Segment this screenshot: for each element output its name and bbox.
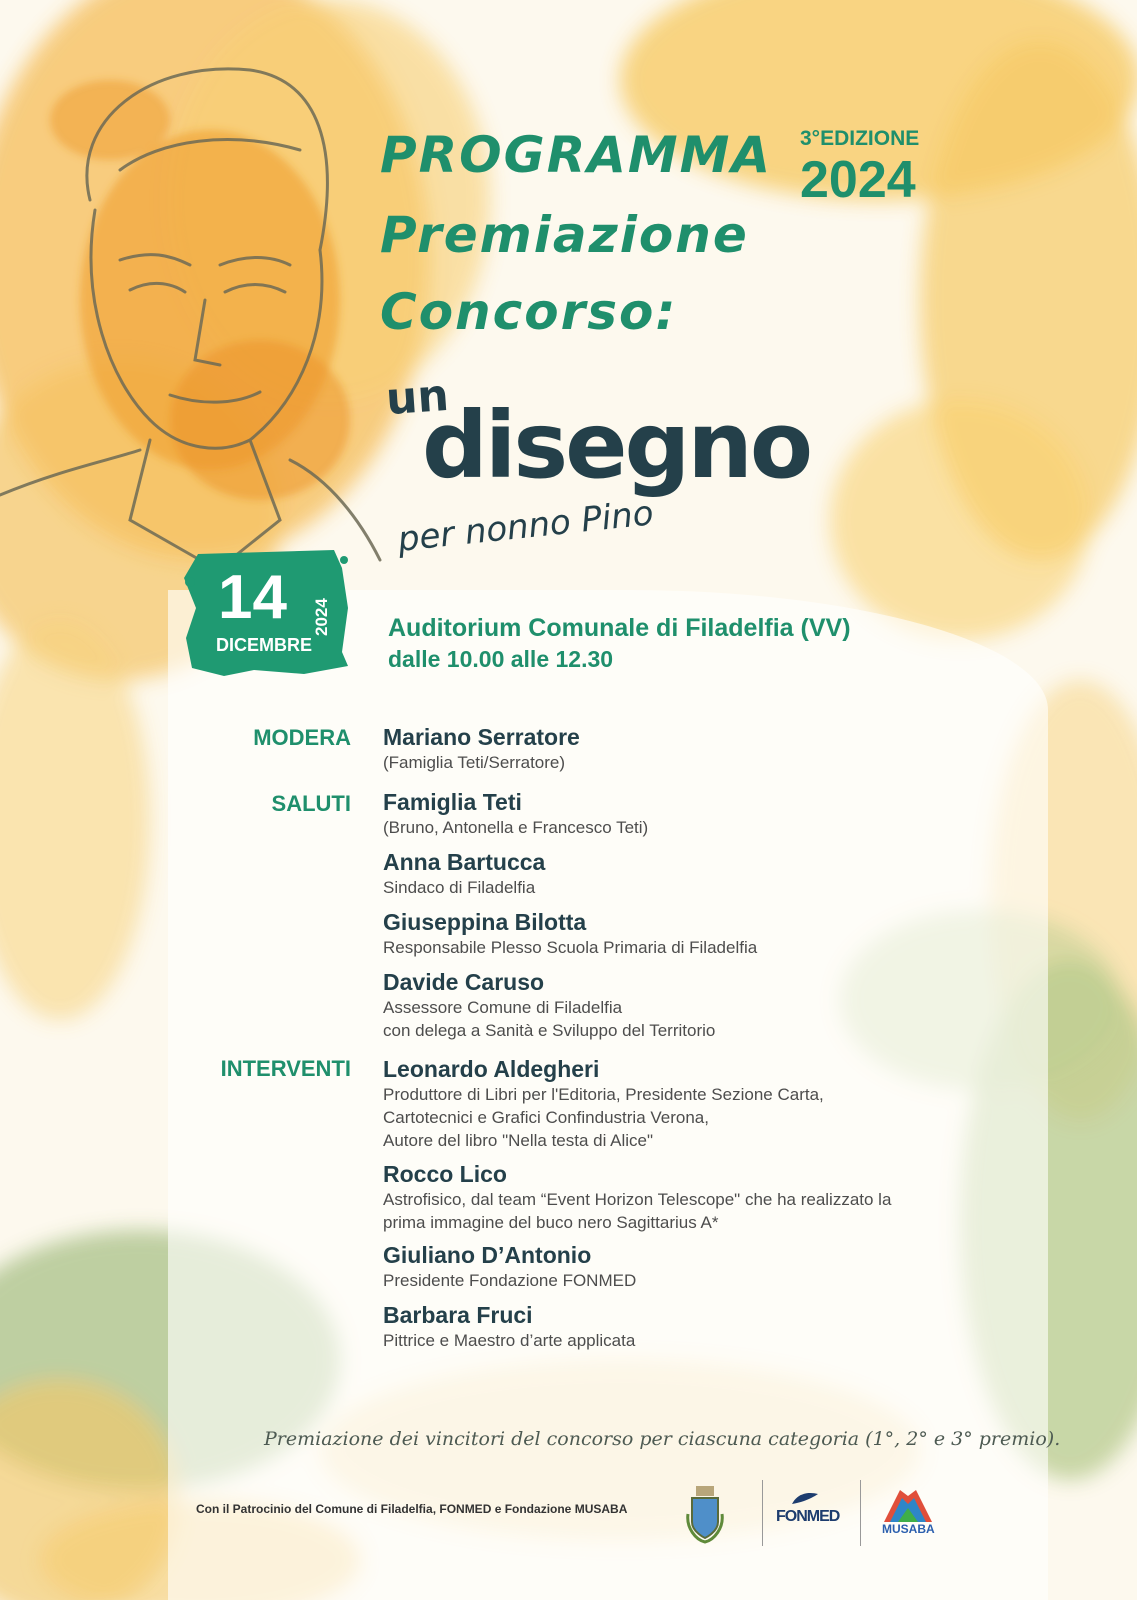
speaker-role: Astrofisico, dal team “Event Horizon Telescope" che ha realizzato la	[383, 1190, 892, 1209]
speaker-role: (Famiglia Teti/Serratore)	[383, 753, 566, 772]
program-entry	[383, 788, 1023, 839]
section-label-saluti: SALUTI	[271, 791, 351, 816]
title-line-2: Premiazione	[380, 206, 749, 264]
speaker-role: Pittrice e Maestro d’arte applicata	[383, 1331, 636, 1350]
speaker-role: Cartotecnici e Grafici Confindustria Verona,	[383, 1108, 709, 1127]
patronage-text: Con il Patrocinio del Comune di Filadelfia, FONMED e Fondazione MUSABA	[196, 1502, 628, 1516]
program-entry	[383, 1055, 1023, 1152]
footer-divider	[860, 1480, 861, 1546]
venue-place: Auditorium Comunale di Filadelfia (VV)	[388, 614, 851, 642]
program-entry	[383, 908, 1023, 959]
speaker-role: Produttore di Libri per l'Editoria, Presidente Sezione Carta,	[383, 1085, 824, 1104]
speaker-name: Rocco Lico	[383, 1161, 507, 1187]
speaker-role: Sindaco di Filadelfia	[383, 878, 536, 897]
edition-year: 2024	[800, 151, 916, 209]
speaker-role: Assessore Comune di Filadelfia	[383, 998, 623, 1017]
speaker-name: Anna Bartucca	[383, 849, 546, 875]
fonmed-logo: FONMED	[776, 1508, 840, 1525]
speaker-name: Giuliano D’Antonio	[383, 1242, 592, 1268]
fonmed-leaf-icon	[790, 1490, 820, 1506]
speaker-name: Leonardo Aldegheri	[383, 1056, 600, 1082]
speaker-role: (Bruno, Antonella e Francesco Teti)	[383, 818, 649, 837]
venue-time: dalle 10.00 alle 12.30	[388, 646, 614, 672]
speaker-name: Famiglia Teti	[383, 789, 522, 815]
title-line-1: PROGRAMMA	[380, 126, 773, 184]
speaker-role: con delega a Sanità e Sviluppo del Territorio	[383, 1021, 716, 1040]
filadelfia-coat-of-arms-icon	[686, 1484, 724, 1544]
section-label-interventi: INTERVENTI	[220, 1056, 351, 1081]
program-entry	[383, 1160, 1023, 1234]
speaker-name: Davide Caruso	[383, 969, 545, 995]
date-year: 2024	[312, 598, 331, 636]
program-entry	[383, 1241, 1023, 1292]
footer-divider	[762, 1480, 763, 1546]
speaker-role: Autore del libro "Nella testa di Alice"	[383, 1131, 654, 1150]
closing-note: Premiazione dei vincitori del concorso per ciascuna categoria (1°, 2° e 3° premio).	[264, 1428, 1061, 1450]
date-day: 14	[218, 563, 287, 632]
subtitle-per-nonno-pino: per nonno Pino	[395, 493, 656, 560]
subtitle-disegno: disegno	[422, 392, 811, 499]
speaker-name: Barbara Fruci	[383, 1302, 533, 1328]
speaker-role: Presidente Fondazione FONMED	[383, 1271, 637, 1290]
speaker-role: prima immagine del buco nero Sagittarius A*	[383, 1213, 719, 1232]
speaker-name: Mariano Serratore	[383, 724, 580, 750]
musaba-logo: MUSABA	[882, 1522, 935, 1536]
date-month: DICEMBRE	[216, 635, 313, 655]
program-entry	[383, 968, 1023, 1042]
speaker-name: Giuseppina Bilotta	[383, 909, 587, 935]
program-entry	[383, 1301, 1023, 1352]
program-entry	[383, 723, 1023, 774]
musaba-logo-icon	[880, 1486, 936, 1522]
edition-label: 3°EDIZIONE	[800, 127, 920, 150]
program-entry	[383, 848, 1023, 899]
title-line-3: Concorso:	[380, 283, 678, 341]
subtitle-un: un	[384, 369, 451, 426]
section-label-modera: MODERA	[253, 725, 351, 750]
speaker-role: Responsabile Plesso Scuola Primaria di Filadelfia	[383, 938, 758, 957]
